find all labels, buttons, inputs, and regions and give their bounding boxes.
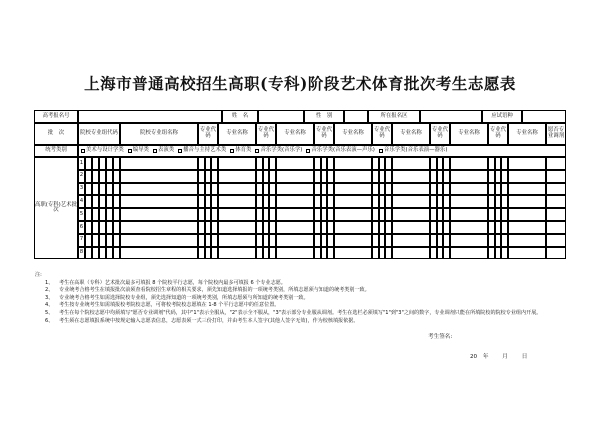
category-option-label: 美术与设计学类 xyxy=(86,147,124,154)
notes-list xyxy=(45,280,555,326)
major-code-header: 专业代码 xyxy=(372,123,392,145)
major-code-header: 专业代码 xyxy=(198,123,218,145)
major-name-header: 专业名称 xyxy=(450,123,488,145)
day-label: 日 xyxy=(521,354,528,360)
year-label: 年 xyxy=(482,354,489,360)
row-number: 2 xyxy=(78,170,85,183)
category-option-label: 音乐学类(音乐学) xyxy=(260,147,303,154)
gender-label: 性 别 xyxy=(304,110,344,123)
category-label: 统考类别 xyxy=(34,145,78,157)
adjust-header: 愿否专业调剂 xyxy=(546,123,566,145)
exam-no-label: 高考报名号 xyxy=(34,110,78,123)
signature-label: 考生签名: xyxy=(428,334,453,340)
major-name-header: 专业名称 xyxy=(508,123,546,145)
note-number: 1、 xyxy=(45,279,54,286)
major-name-header: 专业名称 xyxy=(392,123,430,145)
row-number: 4 xyxy=(78,195,85,208)
notes-heading: 注: xyxy=(35,272,42,278)
row-number: 1 xyxy=(78,157,85,170)
note-text: 考生在每个院校志愿中均须填写"愿否专业调剂"代码，其中"1"表示全服从，"2"表示全不服从，"3"表示部分专业服从调剂。考生在选栏必须填写"1"到"3"之间的数字，专业调剂只能在所填院校的院校专业组内开展。 xyxy=(59,309,542,316)
row-number: 6 xyxy=(78,221,85,234)
row-number: 8 xyxy=(78,247,85,260)
category-option-label: 表演类 xyxy=(157,147,175,154)
major-code-header: 专业代码 xyxy=(256,123,276,145)
note-item xyxy=(45,318,555,326)
note-item xyxy=(45,302,555,310)
table-outer-border xyxy=(34,110,566,259)
note-text: 专业统考合格考生在填报批次前须查看院校招生章程的相关要求，须先知道选择填报的一项统考类别，所填志愿须与知道的统考类别一致。 xyxy=(59,287,370,294)
month-label: 月 xyxy=(502,354,508,360)
category-option-label: 体育类 xyxy=(235,147,252,154)
category-option-label: 编导类 xyxy=(132,147,149,154)
major-code-header: 专业代码 xyxy=(430,123,450,145)
signature-date xyxy=(470,352,527,360)
major-code-header: 专业代码 xyxy=(314,123,334,145)
note-item xyxy=(45,310,555,318)
major-name-header: 专业名称 xyxy=(218,123,256,145)
school-code-header: 院校专业组代码 xyxy=(78,123,120,145)
major-name-header: 专业名称 xyxy=(334,123,372,145)
school-name-header: 院校专业组名称 xyxy=(120,123,198,145)
note-number: 2、 xyxy=(45,287,54,294)
major-code-header: 专业代码 xyxy=(488,123,508,145)
notes-section xyxy=(35,272,555,325)
row-number: 5 xyxy=(78,208,85,221)
category-option-label: 音乐学类(音乐表演—器乐) xyxy=(383,147,448,154)
subject-label: 应试语种 xyxy=(482,110,522,123)
category-option-label: 音乐学类(音乐表演—声乐) xyxy=(311,147,375,154)
note-text: 考生按专业统考生如需填报校考院校志愿，可将校考院校志愿填在 1-8 个平行志愿中的任意位置。 xyxy=(59,302,280,309)
note-text: 考生在高职（专科）艺术批次最多可填报 8 个院校平行志愿，每个院校内最多可填报 6 个专业志愿。 xyxy=(59,279,286,286)
row-number: 7 xyxy=(78,234,85,247)
note-text: 考生须在志愿填报系统中按规定输入志愿表信息，志愿表须一式三份打印，并由考生本人签字(其他人签字无效)，作为校核填报依据。 xyxy=(59,317,359,324)
district-label: 所在报名区 xyxy=(368,110,420,123)
year-prefix: 20 xyxy=(470,354,478,360)
form-title: 上海市普通高校招生高职(专科)阶段艺术体育批次考生志愿表 xyxy=(84,74,516,93)
batch-name: 高职(专科)艺术批次 xyxy=(34,157,78,259)
note-number: 5、 xyxy=(45,309,54,316)
note-number: 3、 xyxy=(45,294,54,301)
note-number: 4、 xyxy=(45,302,54,309)
note-text: 专业统考合格考生如需选择院校专业组，须先选择知道的一项统考类别，所填志愿须与所知道的统考类别一致。 xyxy=(59,294,309,301)
category-option-label: 播音与主持艺术类 xyxy=(183,147,227,154)
name-label: 姓 名 xyxy=(222,110,258,123)
major-name-header: 专业名称 xyxy=(276,123,314,145)
note-number: 6、 xyxy=(45,317,54,324)
batch-header: 批 次 xyxy=(34,123,78,145)
row-number: 3 xyxy=(78,183,85,196)
note-item xyxy=(45,287,555,295)
